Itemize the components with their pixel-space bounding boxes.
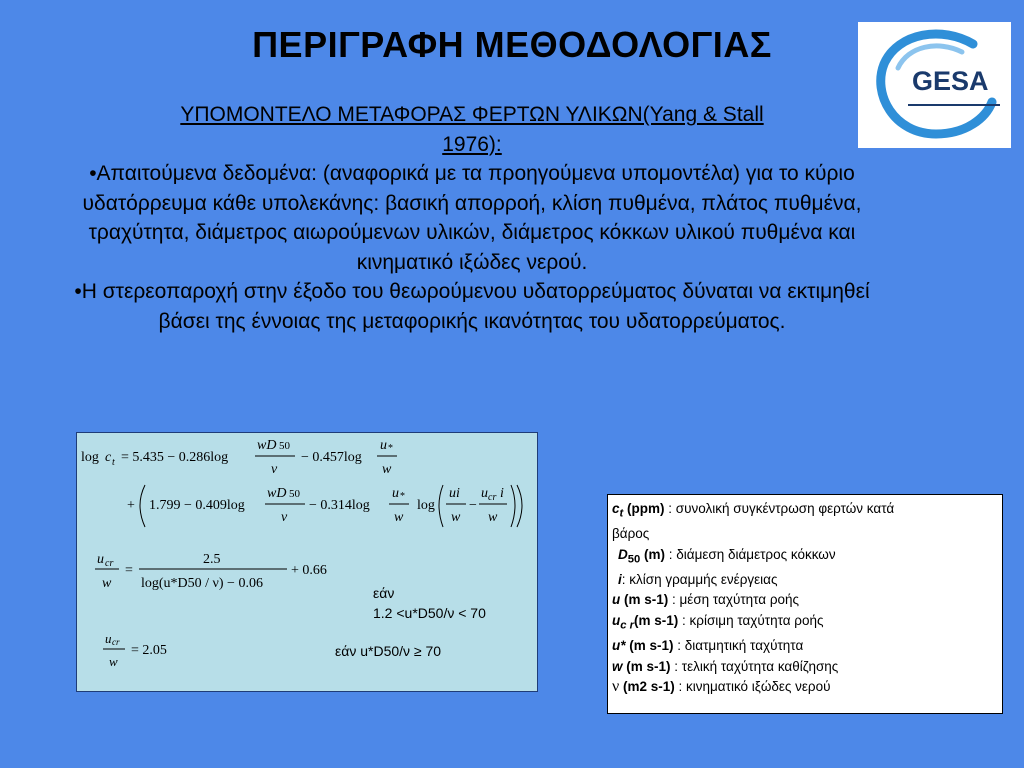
legend-sym: u <box>612 592 621 608</box>
subtitle-line1: ΥΠΟΜΟΝΤΕΛΟ ΜΕΤΑΦΟΡΑΣ ΦΕΡΤΩΝ ΥΛΙΚΩΝ(Yang & Stall <box>180 103 764 126</box>
symbols-legend <box>607 494 1003 714</box>
eq1-frac1-sub: 50 <box>279 440 290 452</box>
eq1-frac1-num: wD <box>257 438 277 453</box>
condition-2: εάν u*D50/ν ≥ 70 <box>335 643 442 659</box>
condition-1 <box>373 583 486 623</box>
legend-unit: (ppm) <box>623 501 665 516</box>
legend-unit: (m2 s-1) <box>619 679 675 695</box>
eq3-num-sub: cr <box>105 558 114 569</box>
logo-text: GESA <box>912 66 989 96</box>
eq2-frac3-sub: 50 <box>289 488 300 500</box>
eq2-frac4-den: w <box>394 510 404 525</box>
eq1-frac1-den: ν <box>271 462 278 477</box>
eq2-frac5-den: w <box>451 510 461 525</box>
eq1-ct-sub: t <box>112 457 115 468</box>
legend-row-ct <box>612 499 998 524</box>
legend-sub: 50 <box>627 553 641 566</box>
legend-row-d50 <box>612 545 998 570</box>
legend-sub: c r <box>620 619 635 632</box>
eq4-den: w <box>109 654 118 669</box>
eq2-frac4-num: u <box>392 486 399 501</box>
eq2-frac3-den: ν <box>281 510 288 525</box>
eq2-frac3-num: wD <box>267 486 287 501</box>
eq1-ct: c <box>105 450 112 465</box>
legend-desc: βάρος <box>612 526 650 542</box>
eq2-mid: − 0.314log <box>309 498 370 513</box>
eq4-num-sub: cr <box>112 637 120 647</box>
eq2-lhs: 1.799 − 0.409log <box>149 498 245 513</box>
eq3-rden: log(u*D50 / ν) − 0.06 <box>141 576 263 591</box>
legend-sym: i <box>618 571 622 587</box>
eq3-num: u <box>97 552 104 567</box>
formula-svg <box>77 433 537 691</box>
eq2-frac6-num: u <box>481 486 488 501</box>
legend-desc: : κινηματικό ιξώδες νερού <box>674 679 831 695</box>
eq1-minus2: − 0.457log <box>301 450 362 465</box>
legend-sym: w <box>612 658 623 674</box>
legend-unit: (m) <box>640 546 666 562</box>
eq1-rhs: = 5.435 − 0.286log <box>121 450 229 465</box>
eq4-num: u <box>105 631 112 646</box>
eq2-minus: − <box>469 498 477 513</box>
eq2-frac5-num: ui <box>449 486 460 501</box>
eq2-frac4-star: * <box>400 491 405 502</box>
subtitle-line2: 1976): <box>442 132 502 156</box>
legend-sym: c <box>612 501 620 516</box>
legend-row-ucr <box>612 611 998 636</box>
condition-1-line1: εάν <box>373 585 395 601</box>
legend-desc: : μέση ταχύτητα ροής <box>668 592 800 608</box>
legend-unit: (m s-1) <box>620 592 669 608</box>
legend-desc: : διατμητική ταχύτητα <box>673 638 804 654</box>
bullet-required-data: •Απαιτούμενα δεδομένα: (αναφορικά με τα προηγούμενα υπομοντέλα) για το κύριο υδατόρρευμα κάθε υπολεκάνης: βασική απορροή, κλίση πυθμένα, πλάτος πυθμένα, τραχύτητα, διάμετρος αιωρούμενων υλικών, διάμετρος κόκκων υλικού πυθμένα και κινηματικό ιξώδες νερού. <box>82 162 862 274</box>
eq3-plus: + 0.66 <box>291 563 327 578</box>
logo-underline <box>908 104 1000 106</box>
formula-box <box>76 432 538 692</box>
legend-desc: : κρίσιμη ταχύτητα ροής <box>678 612 824 628</box>
eq1-frac2-star: * <box>388 443 393 454</box>
page-title: ΠΕΡΙΓΡΑΦΗ ΜΕΘΟΔΟΛΟΓΙΑΣ <box>252 24 772 65</box>
eq1-frac2-den: w <box>382 462 392 477</box>
legend-desc: : τελική ταχύτητα καθίζησης <box>670 658 839 674</box>
eq2-plus: + <box>127 498 135 513</box>
legend-unit: (m s-1) <box>622 658 671 674</box>
legend-desc: : διάμεση διάμετρος κόκκων <box>665 546 836 562</box>
eq2-frac6-i: i <box>500 486 504 501</box>
eq2-paren-mid-right <box>511 485 515 527</box>
eq2-paren-mid-left <box>439 485 443 527</box>
eq2-log2: log <box>417 498 435 513</box>
eq3-rnum: 2.5 <box>203 552 221 567</box>
legend-desc: : συνολική συγκέντρωση φερτών κατά <box>664 501 895 516</box>
legend-row-ct-cont <box>612 524 998 545</box>
legend-row-u <box>612 590 998 611</box>
eq4-rhs: = 2.05 <box>131 643 167 658</box>
legend-row-ustar <box>612 636 998 657</box>
eq2-frac6-den: w <box>488 510 498 525</box>
eq1-log: log <box>81 450 99 465</box>
legend-row-w <box>612 657 998 678</box>
legend-row-i <box>612 570 998 591</box>
legend-sym: ν <box>612 678 620 696</box>
body-text <box>58 100 886 336</box>
legend-sym: u <box>612 612 621 628</box>
eq3-den: w <box>102 576 112 591</box>
bullet-sediment-discharge: •Η στερεοπαροχή στην έξοδο του θεωρούμενου υδατορρεύματος δύναται να εκτιμηθεί βάσει της έννοιας της μεταφορικής ικανότητας του υδατορρεύματος. <box>74 280 870 333</box>
eq2-paren-right <box>517 485 522 527</box>
condition-1-line2: 1.2 <u*D50/ν < 70 <box>373 605 486 621</box>
eq1-frac2-num: u <box>380 438 387 453</box>
legend-sym: D <box>618 546 628 562</box>
eq3-eq: = <box>125 563 133 578</box>
legend-unit: (m s-1) <box>634 612 679 628</box>
legend-sym: u* <box>612 638 626 654</box>
legend-row-nu <box>612 677 998 698</box>
eq2-paren-left <box>140 485 145 527</box>
eq2-frac6-sub: cr <box>488 492 497 503</box>
legend-sub: t <box>619 507 624 520</box>
legend-unit: (m s-1) <box>625 638 674 654</box>
legend-desc: : κλίση γραμμής ενέργειας <box>621 571 778 587</box>
